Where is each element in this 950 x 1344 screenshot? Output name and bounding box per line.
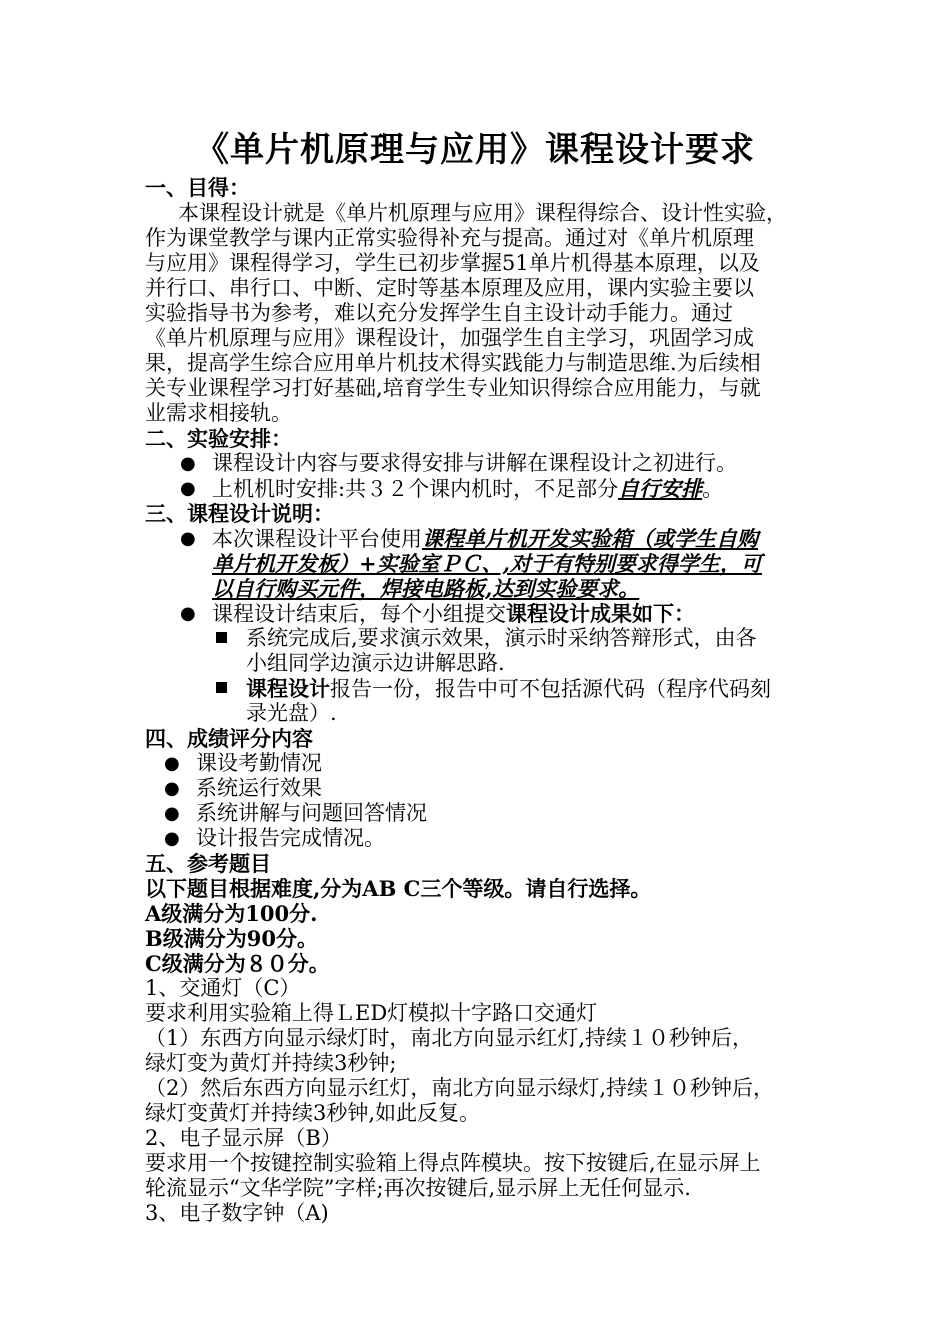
topic3-title: 3、电子数字钟（A)	[145, 1201, 329, 1225]
section5-line: C级满分为８０分。	[145, 951, 330, 976]
topic1-line: 要求利用实验箱上得ＬED灯模拟十字路口交通灯	[145, 1001, 598, 1025]
topic1-line: （1）东西方向显示绿灯时，南北方向显示红灯,持续１０秒钟后，	[145, 1026, 754, 1050]
section3-item: 课程设计结束后，每个小组提交课程设计成果如下：	[212, 601, 695, 626]
section1-line: 业需求相接轨。	[145, 401, 292, 425]
bullet-icon: ●	[164, 803, 180, 824]
bullet-icon: ●	[180, 453, 196, 474]
section1-line: 并行口、串行口、中断、定时等基本原理及应用，课内实验主要以	[145, 276, 754, 300]
section3-subitem: 系统完成后,要求演示效果，演示时采纳答辩形式，由各	[246, 626, 757, 650]
section2-heading: 二、实验安排：	[145, 426, 292, 451]
section1-line: 与应用》课程得学习，学生已初步掌握51单片机得基本原理，以及	[145, 251, 760, 275]
section1-line: 实验指导书为参考，难以充分发挥学生自主设计动手能力。通过	[145, 301, 733, 325]
section2-item: 课程设计内容与要求得安排与讲解在课程设计之初进行。	[212, 451, 737, 475]
bullet-icon: ●	[164, 828, 180, 849]
bullet-icon: ●	[180, 478, 196, 499]
topic2-line: 要求用一个按键控制实验箱上得点阵模块。按下按键后,在显示屏上	[145, 1151, 761, 1175]
topic2-title: 2、电子显示屏（B）	[145, 1126, 342, 1150]
section1-line: 果，提高学生综合应用单片机技术得实践能力与制造思维.为后续相	[145, 351, 761, 375]
document-title: 《单片机原理与应用》课程设计要求	[195, 130, 755, 170]
section3-item-cont: 单片机开发板）+实验室ＰＣ、,对于有特别要求得学生，可	[212, 551, 762, 576]
topic1-line: （2）然后东西方向显示红灯，南北方向显示绿灯,持续１０秒钟后，	[145, 1076, 775, 1100]
topic1-line: 绿灯变为黄灯并持续3秒钟;	[145, 1051, 397, 1075]
topic1-title: 1、交通灯（C）	[145, 976, 301, 1000]
square-bullet-icon	[216, 682, 227, 693]
section1-line: 作为课堂教学与课内正常实验得补充与提高。通过对《单片机原理	[145, 226, 754, 250]
section1-line: 《单片机原理与应用》课程设计，加强学生自主学习，巩固学习成	[145, 326, 754, 350]
section4-heading: 四、成绩评分内容	[145, 726, 313, 751]
bullet-icon: ●	[180, 603, 196, 624]
bullet-icon: ●	[164, 753, 180, 774]
section5-heading: 五、参考题目	[145, 851, 271, 876]
section4-item: 设计报告完成情况。	[196, 826, 385, 850]
section3-item-cont: 以自行购买元件，焊接电路板,达到实验要求。	[212, 576, 640, 601]
section5-line: 以下题目根据难度,分为AB C三个等级。请自行选择。	[145, 876, 652, 901]
topic1-line: 绿灯变黄灯并持续3秒钟,如此反复。	[145, 1101, 481, 1125]
bullet-icon: ●	[180, 528, 196, 549]
topic2-line: 轮流显示“文华学院”字样;再次按键后,显示屏上无任何显示.	[145, 1176, 691, 1200]
section3-heading: 三、课程设计说明：	[145, 501, 334, 526]
section3-subitem-cont: 小组同学边演示边讲解思路.	[246, 651, 505, 675]
section1-heading: 一、目得：	[145, 175, 250, 200]
section1-line: 本课程设计就是《单片机原理与应用》课程得综合、设计性实验，	[178, 201, 787, 225]
section3-subitem: 课程设计报告一份，报告中可不包括源代码（程序代码刻	[246, 676, 771, 701]
section2-item: 上机机时安排:共３２个课内机时，不足部分自行安排。	[212, 476, 724, 501]
section1-line: 关专业课程学习打好基础,培育学生专业知识得综合应用能力，与就	[145, 376, 761, 400]
square-bullet-icon	[216, 632, 227, 643]
section5-line: B级满分为90分。	[145, 926, 318, 951]
section4-item: 课设考勤情况	[196, 751, 322, 775]
section5-line: A级满分为100分.	[145, 901, 318, 926]
section4-item: 系统运行效果	[196, 776, 322, 800]
section3-item: 本次课程设计平台使用课程单片机开发实验箱（或学生自购	[212, 526, 758, 551]
section4-item: 系统讲解与问题回答情况	[196, 801, 427, 825]
section3-subitem-cont: 录光盘）.	[246, 701, 337, 725]
bullet-icon: ●	[164, 778, 180, 799]
